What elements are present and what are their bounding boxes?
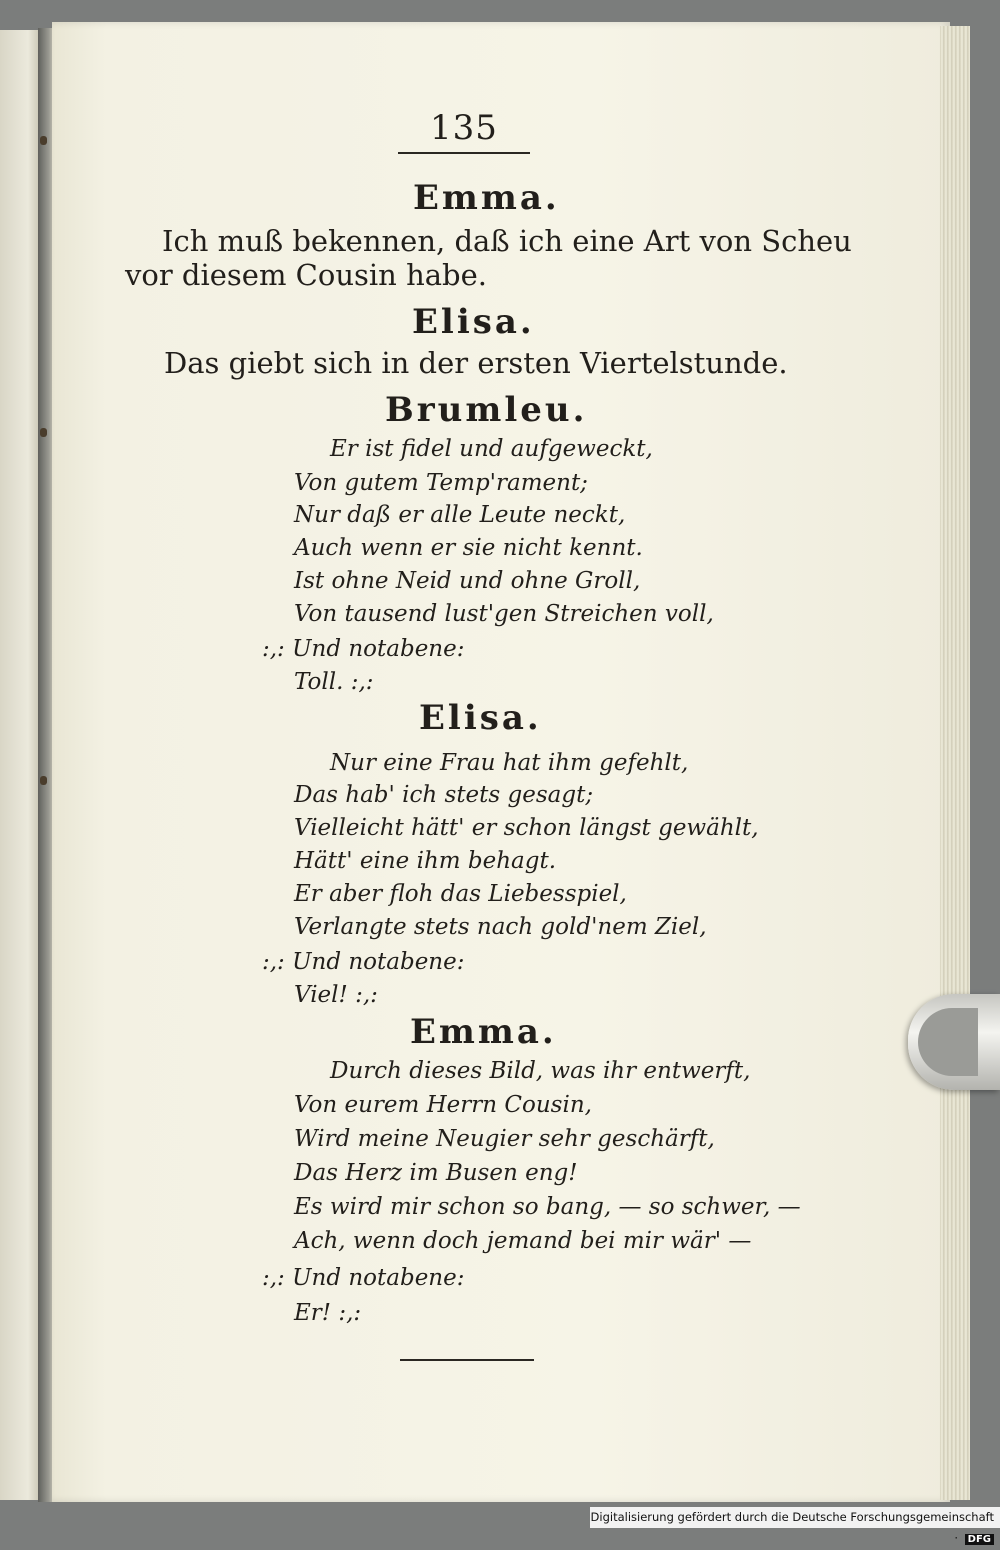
prose-line: Ich muß bekennen, daß ich eine Art von Scheu [162,224,852,258]
binding-hole [40,136,47,145]
prose-line: vor diesem Cousin habe. [125,258,487,292]
verse-line: Das hab' ich stets gesagt; [294,782,594,808]
verse-line: Er! :,: [294,1300,362,1326]
digitization-footer: Digitalisierung gefördert durch die Deutsche Forschungsgemeinschaft · DFG [590,1507,1000,1528]
verse-line: :,: Und notabene: [262,1265,465,1291]
verse-line: :,: Und notabene: [262,636,465,662]
speaker-name: Emma. [413,178,560,218]
footer-rule [400,1359,534,1361]
verse-line: Ist ohne Neid und ohne Groll, [294,568,641,594]
verse-line: Auch wenn er sie nicht kennt. [294,535,643,561]
verse-line: Viel! :,: [294,982,378,1008]
left-page-edge [0,30,40,1500]
page-stack-edge [940,26,970,1500]
speaker-name: Elisa. [412,302,535,342]
verse-line: Nur eine Frau hat ihm gefehlt, [330,750,689,776]
verse-line: Von tausend lust'gen Streichen voll, [294,601,714,627]
verse-line: :,: Und notabene: [262,949,465,975]
page-clip-inner [918,1008,978,1076]
header-rule [398,152,530,154]
speaker-name: Emma. [410,1012,557,1052]
verse-line: Das Herz im Busen eng! [294,1160,578,1186]
dfg-logo: DFG [965,1534,994,1545]
verse-line: Von eurem Herrn Cousin, [294,1092,592,1118]
verse-line: Ach, wenn doch jemand bei mir wär' — [294,1228,752,1254]
binding-hole [40,776,47,785]
verse-line: Wird meine Neugier sehr geschärft, [294,1126,715,1152]
footer-text: Digitalisierung gefördert durch die Deutsche Forschungsgemeinschaft [590,1510,994,1524]
verse-line: Nur daß er alle Leute neckt, [294,502,626,528]
verse-line: Vielleicht hätt' er schon längst gewählt, [294,815,759,841]
verse-line: Hätt' eine ihm behagt. [294,848,557,874]
verse-line: Durch dieses Bild, was ihr entwerft, [330,1058,751,1084]
verse-line: Von gutem Temp'rament; [294,470,588,496]
verse-line: Es wird mir schon so bang, — so schwer, — [294,1194,801,1220]
verse-line: Er aber floh das Liebesspiel, [294,881,627,907]
verse-line: Verlangte stets nach gold'nem Ziel, [294,914,707,940]
verse-line: Er ist fidel und aufgeweckt, [330,436,653,462]
speaker-name: Elisa. [419,698,542,738]
binding-hole [40,428,47,437]
verse-line: Toll. :,: [294,669,374,695]
speaker-name: Brumleu. [385,390,588,430]
prose-line: Das giebt sich in der ersten Viertelstunde. [164,346,788,380]
page-number: 135 [430,108,498,148]
